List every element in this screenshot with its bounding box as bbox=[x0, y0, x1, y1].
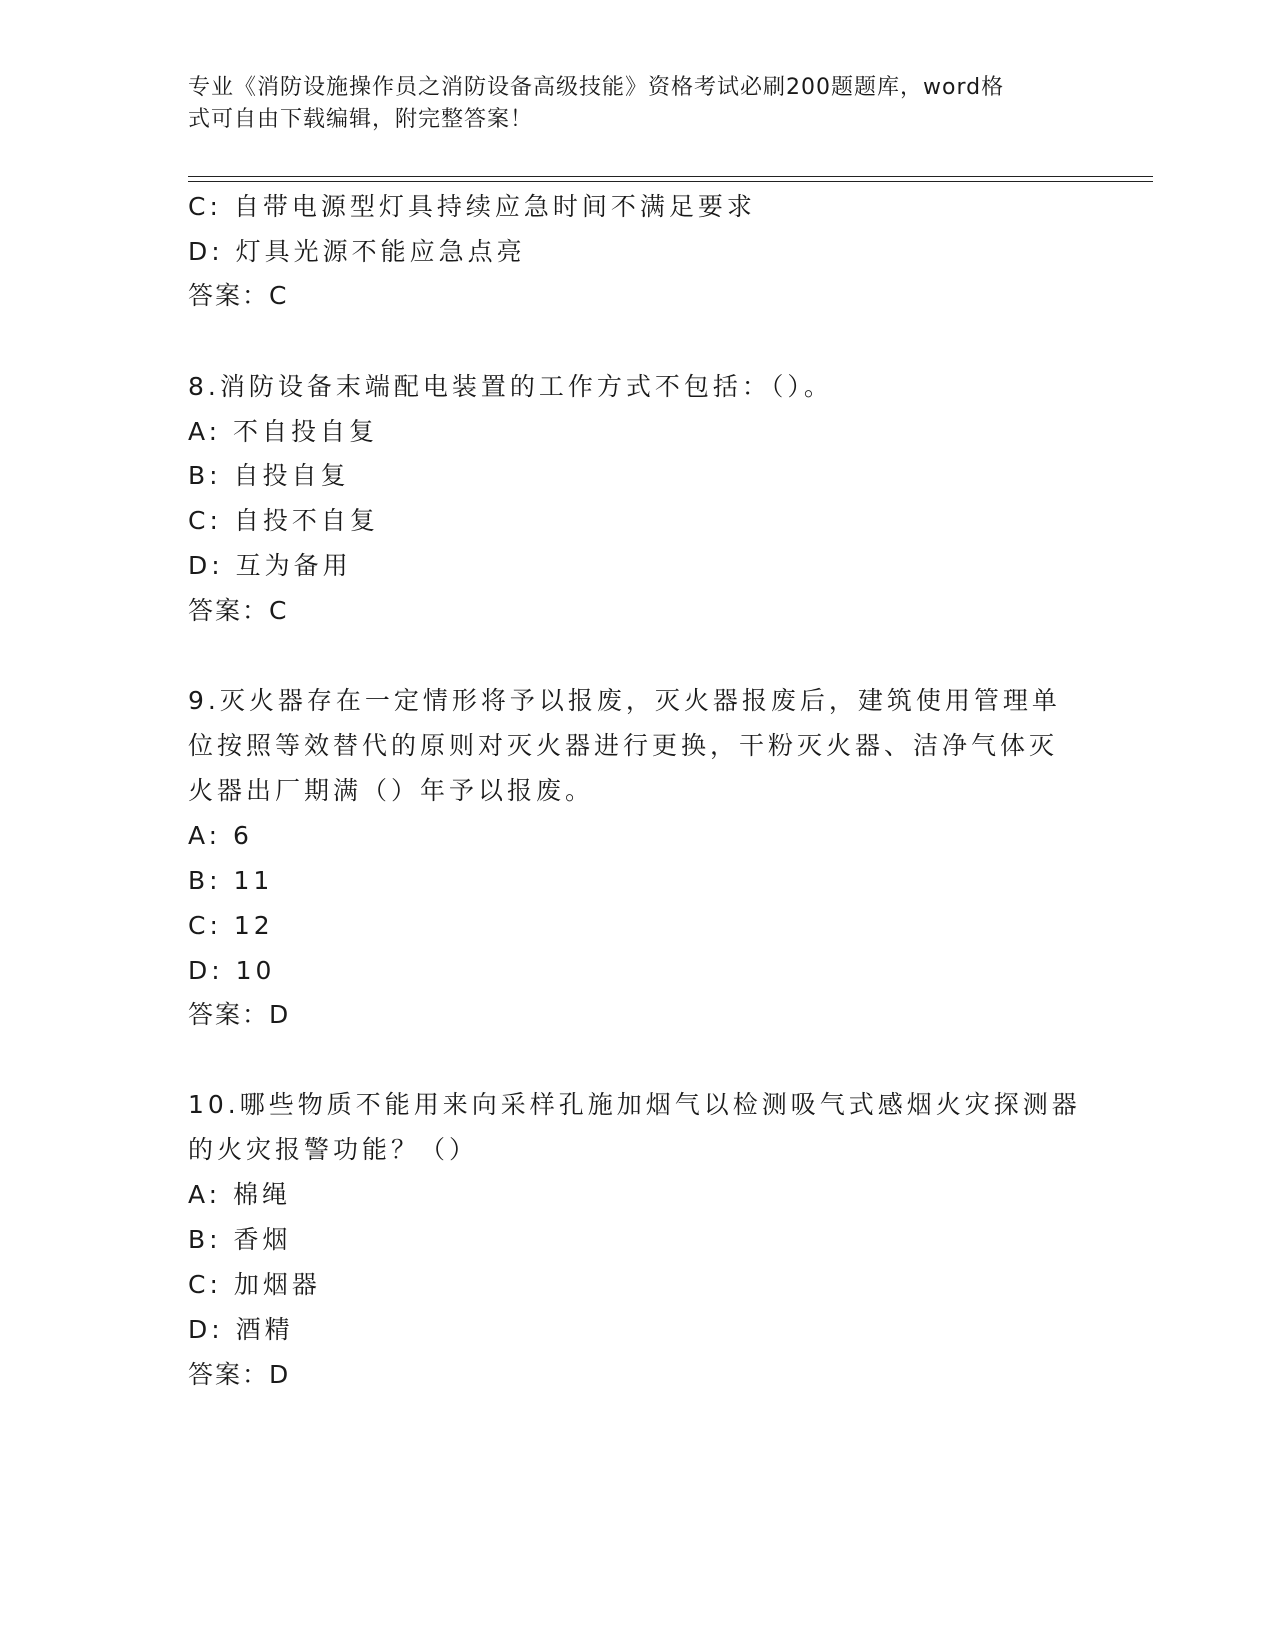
q9-question-line-3: 火器出厂期满（）年予以报废。 bbox=[188, 776, 595, 805]
q8-option-b: B: 自投自复 bbox=[188, 461, 350, 490]
header-rule-top bbox=[188, 176, 1153, 177]
q10-answer: 答案：D bbox=[188, 1360, 291, 1389]
q9-question-line-2: 位按照等效替代的原则对灭火器进行更换，干粉灭火器、洁净气体灭 bbox=[188, 731, 1059, 760]
q8-answer: 答案：C bbox=[188, 596, 289, 625]
q8-option-d: D: 互为备用 bbox=[188, 551, 352, 580]
q7-answer: 答案：C bbox=[188, 281, 289, 310]
header-line-2: 式可自由下载编辑，附完整答案！ bbox=[188, 107, 534, 132]
q9-option-b: B: 11 bbox=[188, 866, 274, 895]
q9-option-d: D: 10 bbox=[188, 956, 276, 985]
q10-option-b: B: 香烟 bbox=[188, 1225, 292, 1254]
q8-option-a: A: 不自投自复 bbox=[188, 417, 379, 446]
header-rule-bottom bbox=[188, 181, 1153, 182]
q10-question-line-2: 的火灾报警功能？（） bbox=[188, 1135, 479, 1164]
q7-option-d: D: 灯具光源不能应急点亮 bbox=[188, 237, 526, 266]
document-header bbox=[188, 72, 1088, 136]
header-line-1: 专业《消防设施操作员之消防设备高级技能》资格考试必刷200题题库，word格 bbox=[188, 75, 1005, 100]
q10-option-d: D: 酒精 bbox=[188, 1315, 294, 1344]
q9-answer: 答案：D bbox=[188, 1000, 291, 1029]
q7-option-c: C: 自带电源型灯具持续应急时间不满足要求 bbox=[188, 192, 756, 221]
q8-option-c: C: 自投不自复 bbox=[188, 506, 379, 535]
q9-option-c: C: 12 bbox=[188, 911, 274, 940]
q8-question: 8.消防设备末端配电装置的工作方式不包括：（）。 bbox=[188, 372, 833, 401]
q10-option-a: A: 棉绳 bbox=[188, 1180, 292, 1209]
q10-question-line-1: 10.哪些物质不能用来向采样孔施加烟气以检测吸气式感烟火灾探测器 bbox=[188, 1090, 1081, 1119]
q9-option-a: A: 6 bbox=[188, 821, 253, 850]
q10-option-c: C: 加烟器 bbox=[188, 1270, 321, 1299]
q9-question-line-1: 9.灭火器存在一定情形将予以报废，灭火器报废后，建筑使用管理单 bbox=[188, 686, 1061, 715]
